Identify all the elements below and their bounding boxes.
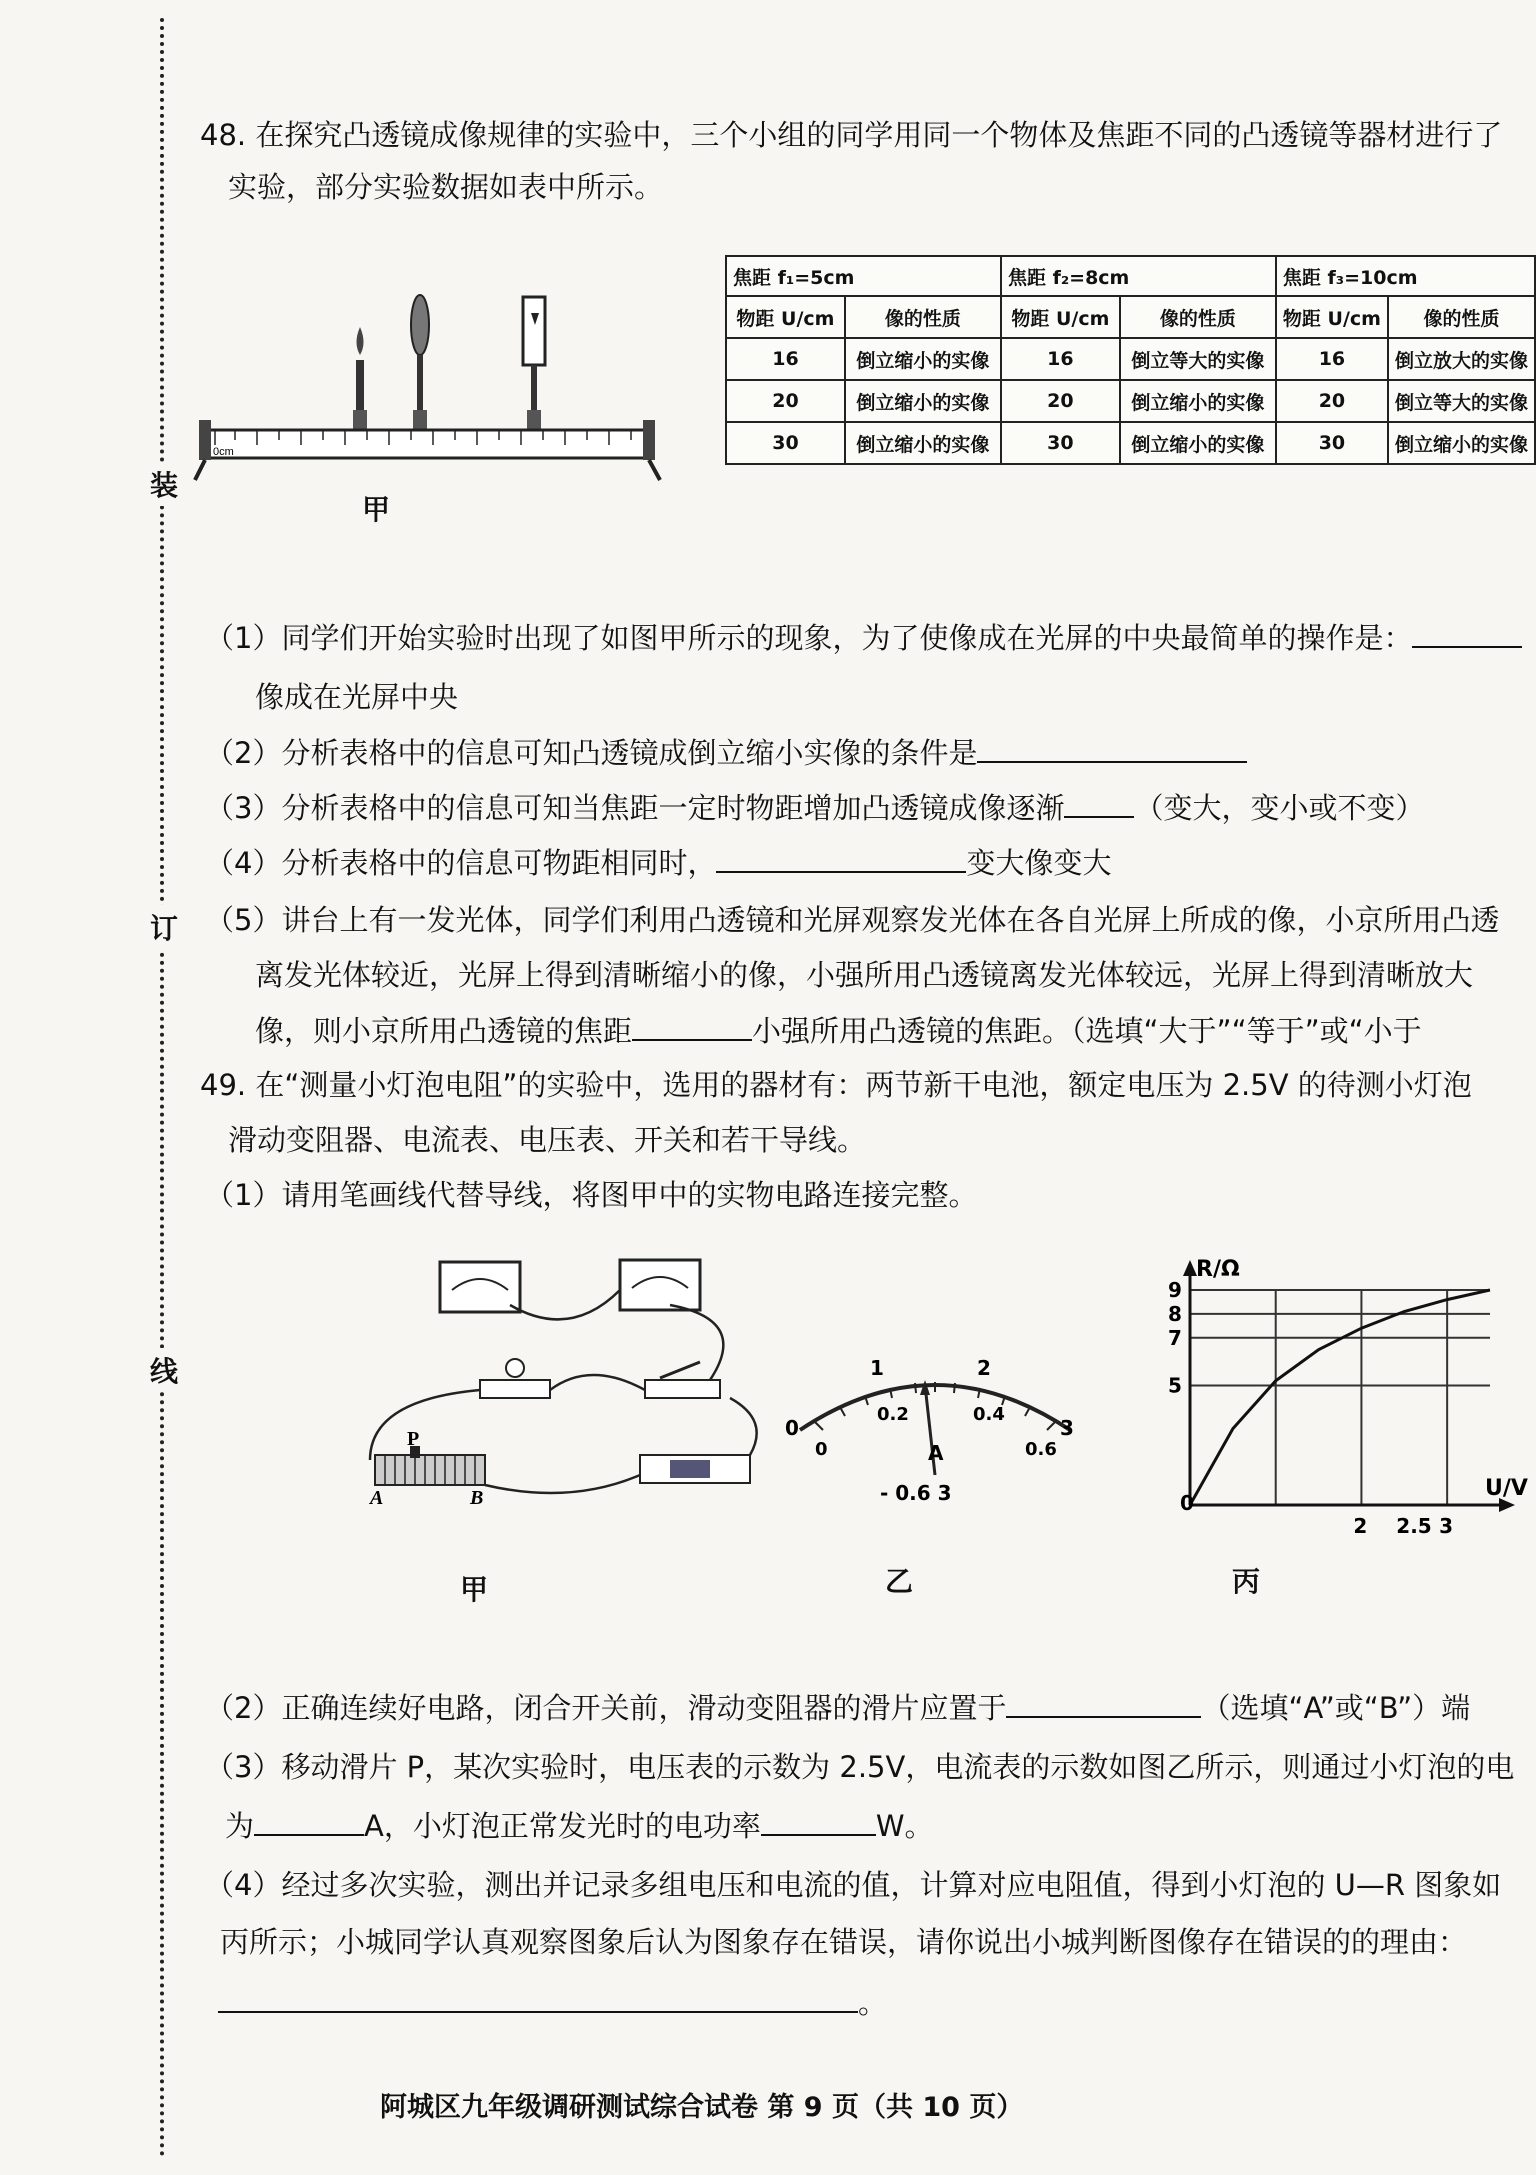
- answer-blank[interactable]: [761, 1808, 876, 1836]
- table-cell: 倒立缩小的实像: [1388, 422, 1535, 464]
- q48-sub2-text: （2）分析表格中的信息可知凸透镜成倒立缩小实像的条件是: [205, 736, 978, 770]
- circuit-figure-caption: 甲: [460, 1573, 489, 1606]
- chart-y-axis-label: R/Ω: [1196, 1257, 1240, 1282]
- table-cell: 30: [726, 422, 845, 464]
- table-cell: 16: [1276, 338, 1388, 380]
- dial-bottom-scale-06: 0.6: [1025, 1439, 1057, 1460]
- dial-terminals: - 0.6 3: [880, 1481, 952, 1505]
- table-cell: 20: [1276, 380, 1388, 422]
- table-cell: 16: [1001, 338, 1120, 380]
- q49-sub1: （1）请用笔画线代替导线，将图甲中的实物电路连接完整。: [205, 1178, 978, 1212]
- table-header-u: 物距 U/cm: [1276, 296, 1388, 338]
- ammeter-figure-caption: 乙: [885, 1565, 914, 1598]
- rheostat-label-p: P: [407, 1428, 420, 1450]
- answer-blank[interactable]: [632, 1013, 752, 1041]
- chart-y-tick-label: 5: [1168, 1373, 1182, 1398]
- q48-sub4-text: （4）分析表格中的信息可物距相同时，: [205, 846, 717, 880]
- answer-blank[interactable]: [977, 735, 1247, 763]
- table-group-f3: 焦距 f₃=10cm: [1276, 256, 1535, 296]
- chart-y-tick-label: 8: [1168, 1301, 1182, 1326]
- u-r-curve: [1190, 1290, 1490, 1505]
- q48-sub1: [205, 620, 1522, 656]
- chart-x-tick-label: 2: [1353, 1514, 1368, 1538]
- table-cell: 30: [1276, 422, 1388, 464]
- table-cell: 倒立等大的实像: [1388, 380, 1535, 422]
- q49-stem-line1: 49. 在“测量小灯泡电阻”的实验中，选用的器材有：两节新干电池，额定电压为 2.5V 的待测小灯泡: [200, 1068, 1472, 1102]
- q48-stem-line1: 48. 在探究凸透镜成像规律的实验中，三个小组的同学用同一个物体及焦距不同的凸透镜等器材进行了: [200, 118, 1503, 152]
- q49-sub4-line1: （4）经过多次实验，测出并记录多组电压和电流的值，计算对应电阻值，得到小灯泡的 U—R 图象如: [205, 1868, 1502, 1902]
- dial-top-scale-3: 3: [1060, 1416, 1074, 1440]
- ruler-start-label: 0cm: [213, 446, 234, 458]
- q49-sub2-hint: （选填“A”或“B”）端: [1201, 1691, 1471, 1725]
- chart-x-tick-label: 2.5: [1396, 1514, 1432, 1538]
- q48-sub2: [205, 735, 1247, 771]
- q48-sub3-text: （3）分析表格中的信息可知当焦距一定时物距增加凸透镜成像逐渐: [205, 791, 1065, 825]
- q49-sub3-text: A，小灯泡正常发光时的电功率: [364, 1809, 761, 1843]
- u-r-chart: [1150, 1257, 1528, 1540]
- dial-top-zero: 0: [785, 1416, 799, 1440]
- chart-figure-caption: 丙: [1232, 1565, 1261, 1598]
- table-cell: 20: [1001, 380, 1120, 422]
- answer-blank[interactable]: [716, 845, 966, 873]
- q48-sub4: [205, 845, 1111, 881]
- ammeter-dial-figure: [785, 1350, 1085, 1520]
- q48-sub3: [205, 790, 1424, 826]
- answer-blank[interactable]: [1412, 620, 1522, 648]
- q48-figure-caption: 甲: [362, 493, 391, 526]
- q48-sub1-text: （1）同学们开始实验时出现了如图甲所示的现象，为了使像成在光屏的中央最简单的操作是：: [205, 621, 1413, 655]
- q48-sub5-line3: [255, 1013, 1422, 1049]
- chart-y-tick-label: 7: [1168, 1325, 1182, 1350]
- dial-bottom-scale-0: 0: [815, 1439, 828, 1460]
- answer-blank[interactable]: [1006, 1690, 1201, 1718]
- chart-x-axis-label: U/V: [1485, 1476, 1528, 1501]
- table-cell: 倒立等大的实像: [1120, 338, 1276, 380]
- page-footer: 阿城区九年级调研测试综合试卷 第 9 页（共 10 页）: [380, 2092, 1024, 2123]
- table-cell: 20: [726, 380, 845, 422]
- table-header-image: 像的性质: [1388, 296, 1535, 338]
- q49-sub4-end: 。: [858, 1986, 888, 2020]
- answer-blank[interactable]: [1064, 790, 1134, 818]
- table-cell: 倒立缩小的实像: [845, 422, 1001, 464]
- table-group-f1: 焦距 f₁=5cm: [726, 256, 1001, 296]
- table-row: [726, 422, 1535, 464]
- answer-blank[interactable]: [218, 1985, 858, 2013]
- q48-sub4-tail: 变大像变大: [966, 846, 1112, 880]
- q48-sub3-hint: （变大，变小或不变）: [1134, 791, 1425, 825]
- table-cell: 30: [1001, 422, 1120, 464]
- binding-char-xian: 线: [150, 1348, 178, 1392]
- dial-top-scale-2: 2: [977, 1356, 991, 1380]
- optical-bench-figure: [195, 285, 665, 485]
- q48-sub5-tail: 小强所用凸透镜的焦距。（选填“大于”“等于”或“小于: [752, 1014, 1422, 1048]
- q49-sub4-line2: 丙所示；小城同学认真观察图象后认为图象存在错误，请你说出小城判断图像存在错误的的理由：: [220, 1925, 1468, 1959]
- rheostat-label-b: B: [470, 1487, 484, 1509]
- rheostat-label-a: A: [370, 1487, 384, 1509]
- dial-bottom-scale-04: 0.4: [973, 1404, 1005, 1425]
- q48-stem-line2: 实验，部分实验数据如表中所示。: [228, 170, 664, 204]
- q49-sub3-line1: （3）移动滑片 P，某次实验时，电压表的示数为 2.5V，电流表的示数如图乙所示，则通过小灯泡的电: [205, 1750, 1515, 1784]
- q48-sub5-line1: （5）讲台上有一发光体，同学们利用凸透镜和光屏观察发光体在各自光屏上所成的像，小京所用凸透: [205, 903, 1500, 937]
- q49-sub2-text: （2）正确连续好电路，闭合开关前，滑动变阻器的滑片应置于: [205, 1691, 1007, 1725]
- q49-stem-line2: 滑动变阻器、电流表、电压表、开关和若干导线。: [228, 1123, 867, 1157]
- q49-sub3-line2: [225, 1808, 934, 1844]
- q48-sub5-line2: 离发光体较近，光屏上得到清晰缩小的像，小强所用凸透镜离发光体较远，光屏上得到清晰放大: [255, 958, 1474, 992]
- table-cell: 倒立放大的实像: [1388, 338, 1535, 380]
- table-header-u: 物距 U/cm: [1001, 296, 1120, 338]
- table-header-image: 像的性质: [845, 296, 1001, 338]
- binding-char-ding: 订: [150, 905, 178, 949]
- table-cell: 倒立缩小的实像: [1120, 422, 1276, 464]
- table-header-u: 物距 U/cm: [726, 296, 845, 338]
- table-cell: 倒立缩小的实像: [1120, 380, 1276, 422]
- chart-origin-label: 0: [1180, 1491, 1194, 1515]
- table-cell: 倒立缩小的实像: [845, 338, 1001, 380]
- dial-bottom-scale-02: 0.2: [877, 1404, 909, 1425]
- circuit-figure: [330, 1250, 780, 1510]
- chart-x-tick-label: 3: [1439, 1514, 1454, 1538]
- dial-unit: A: [928, 1441, 944, 1465]
- binding-dotted-line: [160, 18, 164, 2158]
- q48-data-table: [725, 255, 1536, 465]
- q49-sub3-text: W。: [875, 1809, 934, 1843]
- binding-char-zhuang: 装: [150, 462, 178, 506]
- q49-sub4-line3: [218, 1985, 887, 2021]
- q48-sub1-line2: 像成在光屏中央: [255, 680, 459, 714]
- q49-sub3-text: 为: [225, 1809, 255, 1843]
- chart-y-tick-label: 9: [1168, 1278, 1182, 1302]
- q48-sub5-text: 像，则小京所用凸透镜的焦距: [255, 1014, 633, 1048]
- answer-blank[interactable]: [254, 1808, 364, 1836]
- table-row: [726, 338, 1535, 380]
- q49-sub2: [205, 1690, 1470, 1726]
- table-cell: 16: [726, 338, 845, 380]
- table-group-f2: 焦距 f₂=8cm: [1001, 256, 1276, 296]
- dial-top-scale-1: 1: [870, 1356, 884, 1380]
- table-header-image: 像的性质: [1120, 296, 1276, 338]
- table-cell: 倒立缩小的实像: [845, 380, 1001, 422]
- table-row: [726, 380, 1535, 422]
